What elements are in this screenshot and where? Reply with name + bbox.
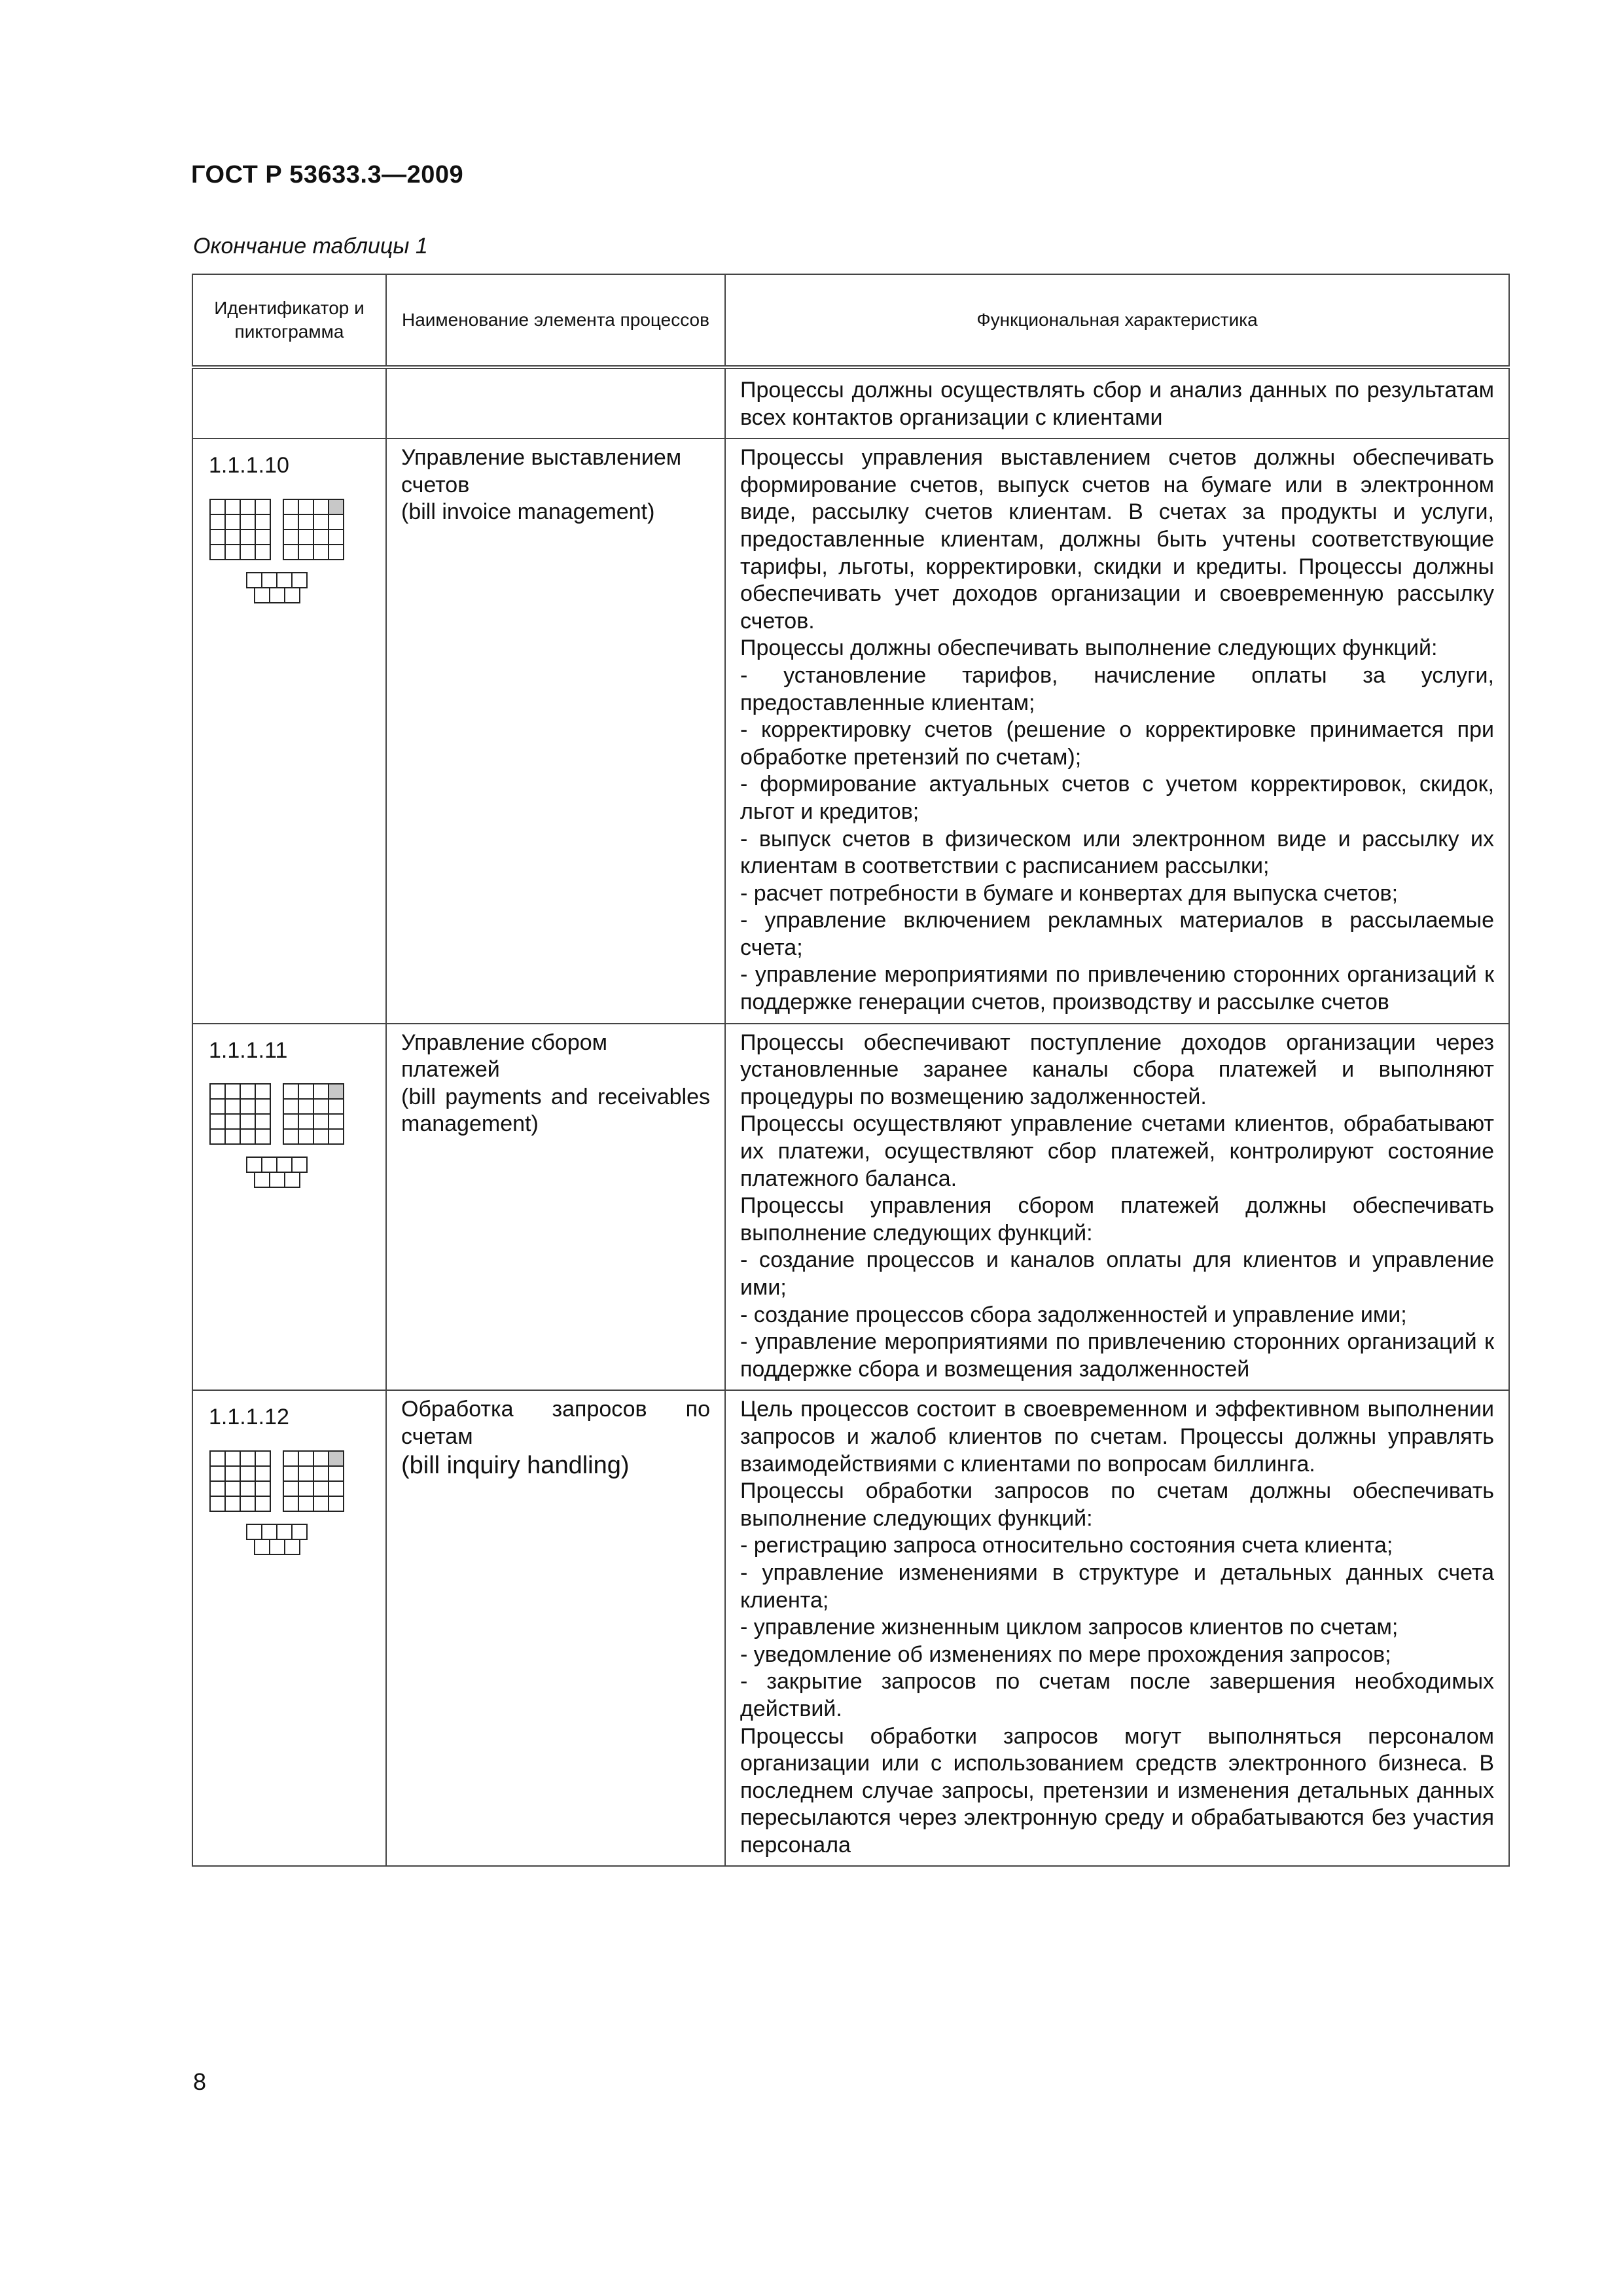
process-identifier: 1.1.1.11 <box>209 1037 288 1063</box>
identifier-cell <box>192 439 386 1023</box>
process-pictogram-icon <box>207 1081 358 1210</box>
table-header-row <box>192 274 1509 367</box>
process-name-english: (bill inquiry handling) <box>401 1451 630 1479</box>
table-row <box>192 1390 1509 1866</box>
process-pictogram-icon <box>207 497 358 625</box>
process-identifier: 1.1.1.10 <box>209 453 289 478</box>
name-cell <box>386 439 725 1023</box>
name-cell <box>386 367 725 439</box>
table-caption: Окончание таблицы 1 <box>193 234 428 259</box>
function-cell <box>725 1024 1509 1391</box>
column-header-identifier: Идентификатор и пиктограмма <box>192 274 386 367</box>
process-identifier: 1.1.1.12 <box>209 1405 289 1430</box>
identifier-cell <box>192 367 386 439</box>
column-header-function: Функциональная характеристика <box>725 274 1509 367</box>
document-header: ГОСТ Р 53633.3—2009 <box>191 161 464 188</box>
process-name: Управление сбором платежей <box>401 1030 608 1083</box>
table-row <box>192 1024 1509 1391</box>
page-number: 8 <box>193 2068 207 2095</box>
function-text: Цель процессов состоит в своевременном и эффективном выполнении запросов и жалоб клиентов по счетам. Процессы должны управлять взаимодействиями с клиентами по вопросам биллинга. Процессы обработки запросов по счетам должны обеспечивать выполнение следующих функций: - регистрацию запроса относительно состояния счета клиента; - управление изменениями в структуре и детальных данных счета клиента; - управление жизненным циклом запросов клиентов по счетам; - уведомление об изменениях по мере прохождения запросов; - закрытие запросов по счетам после завершения необходимых действий. Процессы обработки запросов могут выполняться персоналом организации или с использованием средств электронного бизнеса. В последнем случае запросы, претензии и изменения детальных данных пересылаются через электронную среду и обрабатываются без участия персонала <box>740 1397 1494 1857</box>
function-text: Процессы обеспечивают поступление доходов организации через установленные заранее каналы сбора платежей и выполняют процедуры по возмещению задолженностей. Процессы осуществляют управление счетами клиентов, обрабатывают их платежи, осуществляют сбор платежей, контролируют состояние платежного баланса. Процессы управления сбором платежей должны обеспечивать выполнение следующих функций: - создание процессов и каналов оплаты для клиентов и управление ими; - создание процессов сбора задолженностей и управление ими; - управление мероприятиями по привлечению сторонних организаций к поддержке сбора и возмещения задолженностей <box>740 1030 1494 1382</box>
function-cell <box>725 439 1509 1023</box>
function-cell <box>725 1390 1509 1866</box>
function-cell <box>725 367 1509 439</box>
table-row <box>192 439 1509 1023</box>
column-header-name: Наименование элемента процессов <box>386 274 725 367</box>
identifier-cell <box>192 1390 386 1866</box>
function-text: Процессы должны осуществлять сбор и анализ данных по результатам всех контактов организации с клиентами <box>740 378 1494 430</box>
process-name-english: (bill invoice management) <box>401 499 655 525</box>
process-name: Управление выставлением счетов <box>401 445 682 497</box>
function-text: Процессы управления выставлением счетов должны обеспечивать формирование счетов, выпуск счетов на бумаге или в электронном виде, рассылку счетов клиентам. В счетах за продукты и услуги, предоставленные клиентам, должны быть учтены соответствующие тарифы, льготы, корректировки, скидки и кредиты. Процессы должны обеспечивать учет доходов организации и своевременную рассылку счетов. Процессы должны обеспечивать выполнение следующих функций: - установление тарифов, начисление оплаты за услуги, предоставленные клиентам; - корректировку счетов (решение о корректировке принимается при обработке претензий по счетам); - формирование актуальных счетов с учетом корректировок, скидок, льгот и кредитов; - выпуск счетов в физическом или электронном виде и рассылку их клиентам в соответствии с расписанием рассылки; - расчет потребности в бумаге и конвертах для выпуска счетов; - управление включением рекламных материалов в рассылаемые счета; - управление мероприятиями по привлечению сторонних организаций к поддержке генерации счетов, производству и рассылке счетов <box>740 445 1494 1015</box>
name-cell <box>386 1024 725 1391</box>
process-pictogram-icon <box>207 1448 358 1577</box>
process-name: Обработка запросов по счетам <box>401 1397 710 1449</box>
table-row <box>192 367 1509 439</box>
process-name-english: (bill payments and receivables management) <box>401 1084 710 1137</box>
process-table <box>192 274 1510 1867</box>
identifier-cell <box>192 1024 386 1391</box>
name-cell <box>386 1390 725 1866</box>
